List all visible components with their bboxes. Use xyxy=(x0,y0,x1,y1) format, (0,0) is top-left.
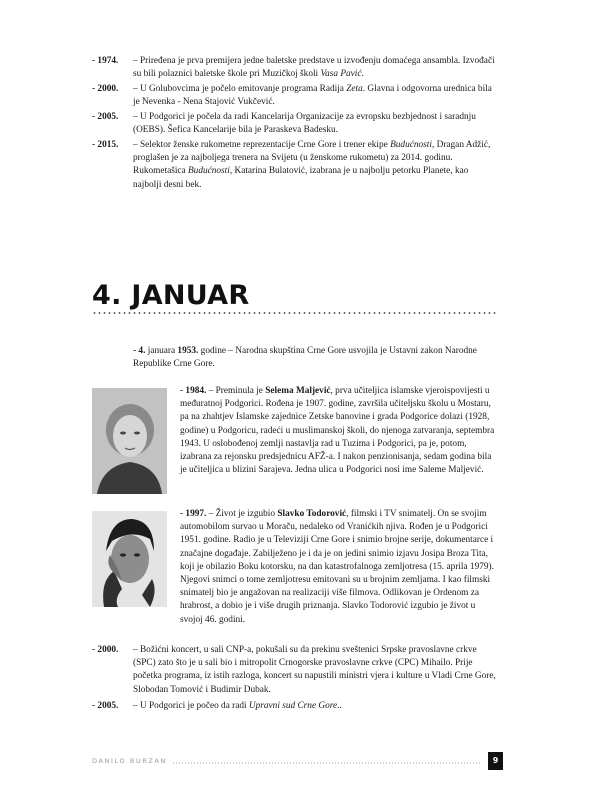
entry-text: - 1997. – Život je izgubio Slavko Todorović, filmski i TV snimatelj. On se svojim automobilom survao u Moraču, nedaleko od Vranićkih njiva. Rođen je u Podgorici 1951. godine. Radio je u Televiziji Crne Gore i snimio brojne serije, dokumentarce i značajne događaje. Zabilježeno je i da je on jedini snimio izjavu Josipa Broza Tita, koji je obilazio Boku kotorsku, na dan katastrofalnoga zemljotresa (15. aprila 1979). Njegovi snimci o tome zemljotresu emitovani su u brojnim zemljama. I kao filmski snimatelj bio je angažovan na realizaciji više filmova. Odlikovan je Ordenom za hrabrost, a dobio je i više drugih priznanja. Slavko Todorović izgubio je život u svojoj 46. godini. xyxy=(180,509,494,625)
page-number: 9 xyxy=(488,752,503,770)
entry-text: – Priređena je prva premijera jedne baletske predstave u izvođenju domaćega ansambla. Izvođači su bili polaznici baletske škole pri Muzičkoj školi Vasa Pavić. xyxy=(133,56,495,80)
entry-text: – Selektor ženske rukometne reprezentacije Crne Gore i trener ekipe Budućnosti, Dragan Adžić, proglašen je za najboljega trenera na Svijetu (u ženskome rukometu) za 2014. godinu. Rukometašica Budućnosti, Katarina Bulatović, izabrana je u najbolju petorku Planete, kao najbolji desni bek. xyxy=(133,140,491,190)
entry-text: – U Podgorici je počela da radi Kancelarija Organizacije za evropsku bezbjednost i saradnju (OEBS). Šefica Kancelarije bila je Paraskeva Badesku. xyxy=(133,112,476,136)
year-label: - 2000. xyxy=(92,645,119,655)
date-heading: 4. JANUAR xyxy=(92,280,250,311)
year-label: - 2005. xyxy=(92,112,119,122)
entry-text: – U Podgorici je počeo da radi Upravni sud Crne Gore.. xyxy=(133,701,342,711)
entry-text: – U Golubovcima je počelo emitovanje programa Radija Zeta. Glavna i odgovorna urednica bila je Nevenka - Nena Stajović Vukčević. xyxy=(133,84,492,108)
footer-dotted-line xyxy=(172,762,482,764)
year-label: - 2005. xyxy=(92,701,119,711)
year-label: - 2000. xyxy=(92,84,119,94)
portrait-photo-slavko-todorovic xyxy=(92,511,167,607)
year-label: - 1974. xyxy=(92,56,119,66)
year-label: - 2015. xyxy=(92,140,119,150)
portrait-photo-selema-maljevic xyxy=(92,388,167,494)
intro-entry: - 4. januara 1953. godine – Narodna skupština Crne Gore usvojila je Ustavni zakon Narodne Republike Crne Gore. xyxy=(133,346,477,370)
entry-text: - 1984. – Preminula je Selema Maljević, prva učiteljica islamske vjeroispovijesti u međuratnoj Podgorici. Rođena je 1907. godine, završila učiteljsku školu u Mostaru, pa na zhahtjev Islamske zajednice Zetske banovine i grada Podgorice dolazi (1928, godine) u Podgoricu, radeći u muslimanskoj školi, do njenoga zatvaranja, septembra 1943. U oslobođenoj zemlji nastavlja rad u Tuzima i Podgorici, pa je, potom, izabrana za rejonsku predsjednicu AFŽ-a. I nakon penzionisanja, sedam godina bila je učiteljica u blizini Sarajeva. Jedna ulica u Podgorici nosi ime Saleme Maljević. xyxy=(180,386,495,476)
entry-text: – Božićni koncert, u sali CNP-a, pokušali su da prekinu sveštenici Srpske pravoslavne crkve (SPC) zato što je u sali bio i mitropolit Crnogorske pravoslavne crkve (CPC) Mihailo. Prije početka programa, iz istih razloga, koncert su napustili ministri vjera i kulture u Vladi Crne Gore, Slobodan Tomović i Budimir Dubak. xyxy=(133,645,496,695)
dotted-divider xyxy=(92,312,497,314)
footer-author: DANILO BURZAN xyxy=(92,757,167,765)
